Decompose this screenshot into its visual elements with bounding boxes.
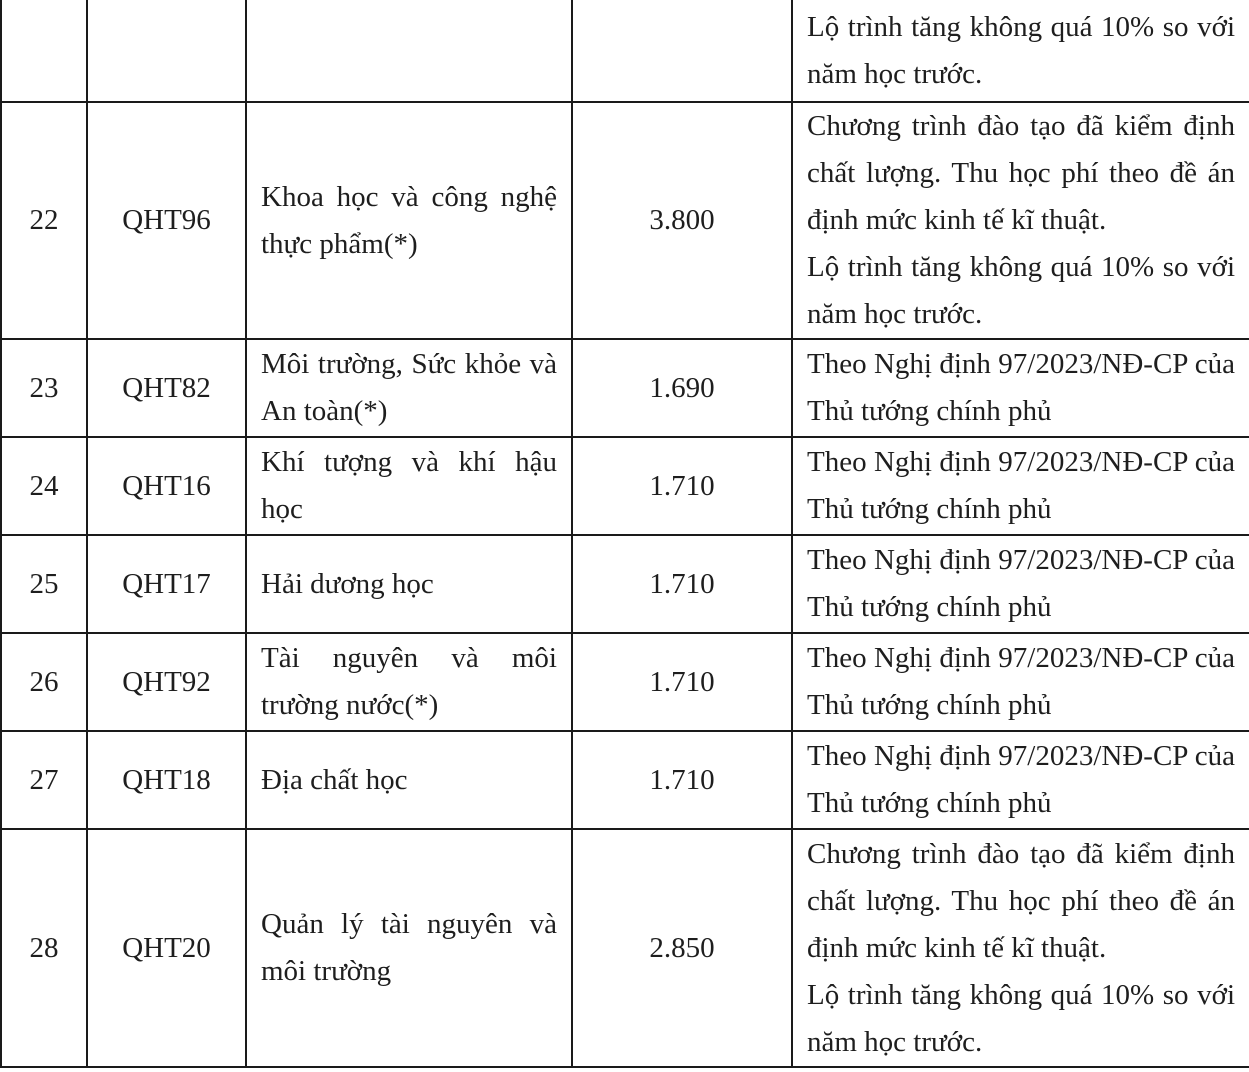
- row-number: 22: [1, 102, 87, 339]
- table-row: [1, 829, 1249, 1067]
- table-row: [1, 633, 1249, 731]
- tuition-fee: 1.710: [572, 437, 792, 535]
- fee-note: [792, 535, 1249, 633]
- tuition-fee: [572, 0, 792, 102]
- row-number: 27: [1, 731, 87, 829]
- program-name: Địa chất học: [246, 731, 572, 829]
- row-number: [1, 0, 87, 102]
- table-row: [1, 535, 1249, 633]
- row-number: 28: [1, 829, 87, 1067]
- fee-note: [792, 102, 1249, 339]
- fee-note-line: Theo Nghị định 97/2023/NĐ-CP của Thủ tướng chính phủ: [807, 642, 1235, 721]
- fee-note-line: Theo Nghị định 97/2023/NĐ-CP của Thủ tướng chính phủ: [807, 348, 1235, 427]
- table-row: [1, 731, 1249, 829]
- program-name: [246, 0, 572, 102]
- row-number: 23: [1, 339, 87, 437]
- program-name: Khí tượng và khí hậu học: [246, 437, 572, 535]
- fee-note-line: Chương trình đào tạo đã kiểm định chất lượng. Thu học phí theo đề án định mức kinh tế kĩ thuật.: [807, 110, 1235, 236]
- row-number: 26: [1, 633, 87, 731]
- tuition-fee: 1.710: [572, 535, 792, 633]
- fee-note: [792, 731, 1249, 829]
- fee-note-line: Lộ trình tăng không quá 10% so với năm học trước.: [807, 978, 1235, 1058]
- table-row: [1, 102, 1249, 339]
- program-code: QHT16: [87, 437, 246, 535]
- tuition-fee: 2.850: [572, 829, 792, 1067]
- fee-note: [792, 437, 1249, 535]
- fee-note-line: Theo Nghị định 97/2023/NĐ-CP của Thủ tướng chính phủ: [807, 740, 1235, 819]
- fee-note-line: Lộ trình tăng không quá 10% so với năm học trước.: [807, 10, 1235, 90]
- fee-note: [792, 829, 1249, 1067]
- program-code: QHT92: [87, 633, 246, 731]
- row-number: 24: [1, 437, 87, 535]
- fee-note-line: Theo Nghị định 97/2023/NĐ-CP của Thủ tướng chính phủ: [807, 544, 1235, 623]
- program-code: QHT82: [87, 339, 246, 437]
- fee-note: [792, 339, 1249, 437]
- tuition-fee: 3.800: [572, 102, 792, 339]
- tuition-fee: 1.710: [572, 633, 792, 731]
- fee-note: [792, 0, 1249, 102]
- program-name: Khoa học và công nghệ thực phẩm(*): [246, 102, 572, 339]
- program-name: Quản lý tài nguyên và môi trường: [246, 829, 572, 1067]
- table-row: [1, 437, 1249, 535]
- fee-note-line: Lộ trình tăng không quá 10% so với năm học trước.: [807, 251, 1235, 330]
- program-name: Tài nguyên và môi trường nước(*): [246, 633, 572, 731]
- program-name: Hải dương học: [246, 535, 572, 633]
- table-row: [1, 339, 1249, 437]
- program-name: Môi trường, Sức khỏe và An toàn(*): [246, 339, 572, 437]
- program-code: QHT17: [87, 535, 246, 633]
- program-code: QHT20: [87, 829, 246, 1067]
- program-code: QHT96: [87, 102, 246, 339]
- fee-note: [792, 633, 1249, 731]
- program-code: QHT18: [87, 731, 246, 829]
- tuition-fee: 1.690: [572, 339, 792, 437]
- program-code: [87, 0, 246, 102]
- fee-note-line: Chương trình đào tạo đã kiểm định chất lượng. Thu học phí theo đề án định mức kinh tế kĩ thuật.: [807, 837, 1235, 964]
- fee-note-line: Theo Nghị định 97/2023/NĐ-CP của Thủ tướng chính phủ: [807, 446, 1235, 525]
- row-number: 25: [1, 535, 87, 633]
- table-row: [1, 0, 1249, 102]
- tuition-fee: 1.710: [572, 731, 792, 829]
